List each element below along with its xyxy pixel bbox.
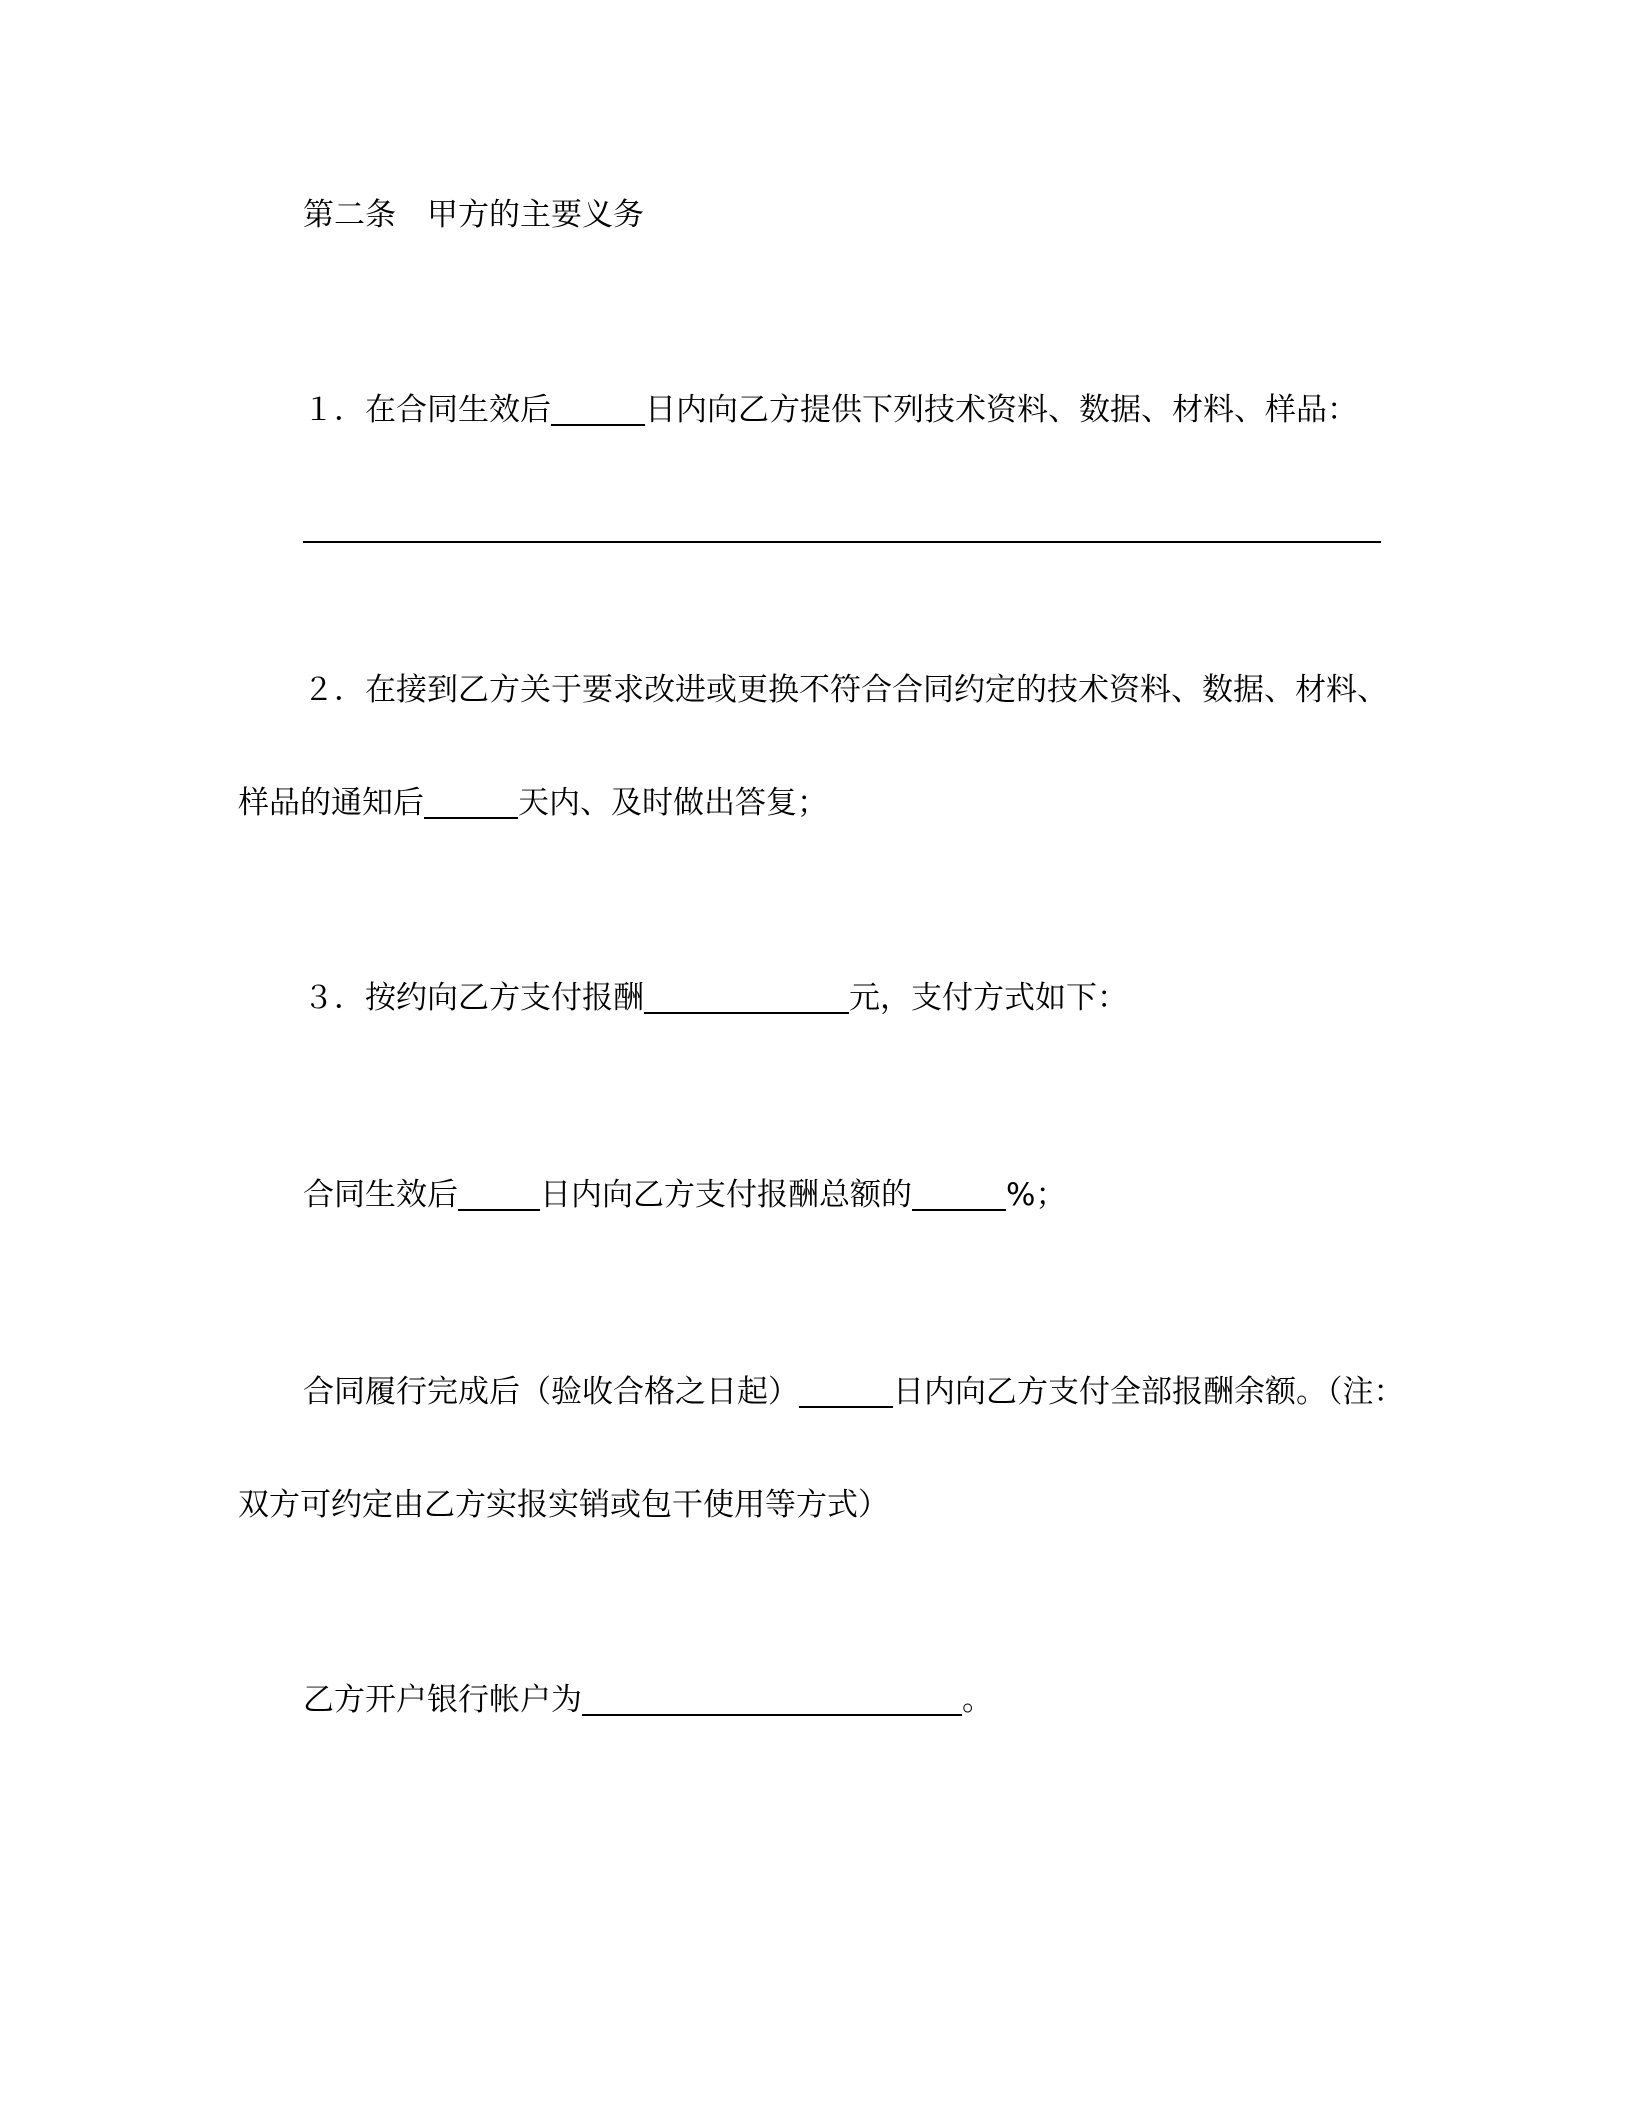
item-3 — [303, 976, 1128, 1020]
item-1-text-end: 日内向乙方提供下列技术资料、数据、材料、样品： — [645, 392, 1358, 428]
bank-account-end: 。 — [962, 1682, 993, 1718]
payment-percent-blank[interactable] — [912, 1179, 1006, 1211]
item-2-text-mid: 样品的通知后 — [238, 785, 424, 821]
item-2-line-2 — [238, 781, 828, 825]
article-heading-text: 第二条 甲方的主要义务 — [303, 197, 644, 233]
payment-1-text-end: %； — [1006, 1177, 1067, 1213]
bank-account-label: 乙方开户银行帐户为 — [303, 1682, 582, 1718]
article-heading — [303, 193, 644, 237]
payment-line-1 — [303, 1173, 1066, 1217]
payment-line-3 — [238, 1483, 889, 1527]
bank-account-blank[interactable] — [582, 1684, 962, 1716]
item-1-text-start: １．在合同生效后 — [303, 392, 551, 428]
item-2-line-1 — [303, 668, 1388, 712]
days-blank[interactable] — [551, 394, 645, 426]
item-2-text-start: ２．在接到乙方关于要求改进或更换不符合合同约定的技术资料、数据、材料、 — [303, 672, 1388, 708]
item-2-text-end: 天内、及时做出答复； — [518, 785, 828, 821]
remuneration-amount-blank[interactable] — [644, 982, 849, 1014]
materials-list-blank[interactable] — [303, 541, 1381, 543]
payment-2-text-end: 日内向乙方支付全部报酬余额。（注： — [893, 1374, 1405, 1410]
bank-account-line — [303, 1678, 993, 1722]
item-3-text-start: ３．按约向乙方支付报酬 — [303, 980, 644, 1016]
reply-days-blank[interactable] — [424, 787, 518, 819]
payment-days-blank[interactable] — [458, 1179, 540, 1211]
payment-1-text-start: 合同生效后 — [303, 1177, 458, 1213]
item-3-text-end: 元，支付方式如下： — [849, 980, 1128, 1016]
item-1 — [303, 388, 1358, 432]
payment-2-text-start: 合同履行完成后（验收合格之日起） — [303, 1374, 799, 1410]
balance-days-blank[interactable] — [799, 1376, 893, 1408]
payment-1-text-mid: 日内向乙方支付报酬总额的 — [540, 1177, 912, 1213]
payment-note-text: 双方可约定由乙方实报实销或包干使用等方式） — [238, 1487, 889, 1523]
payment-line-2 — [303, 1370, 1405, 1414]
